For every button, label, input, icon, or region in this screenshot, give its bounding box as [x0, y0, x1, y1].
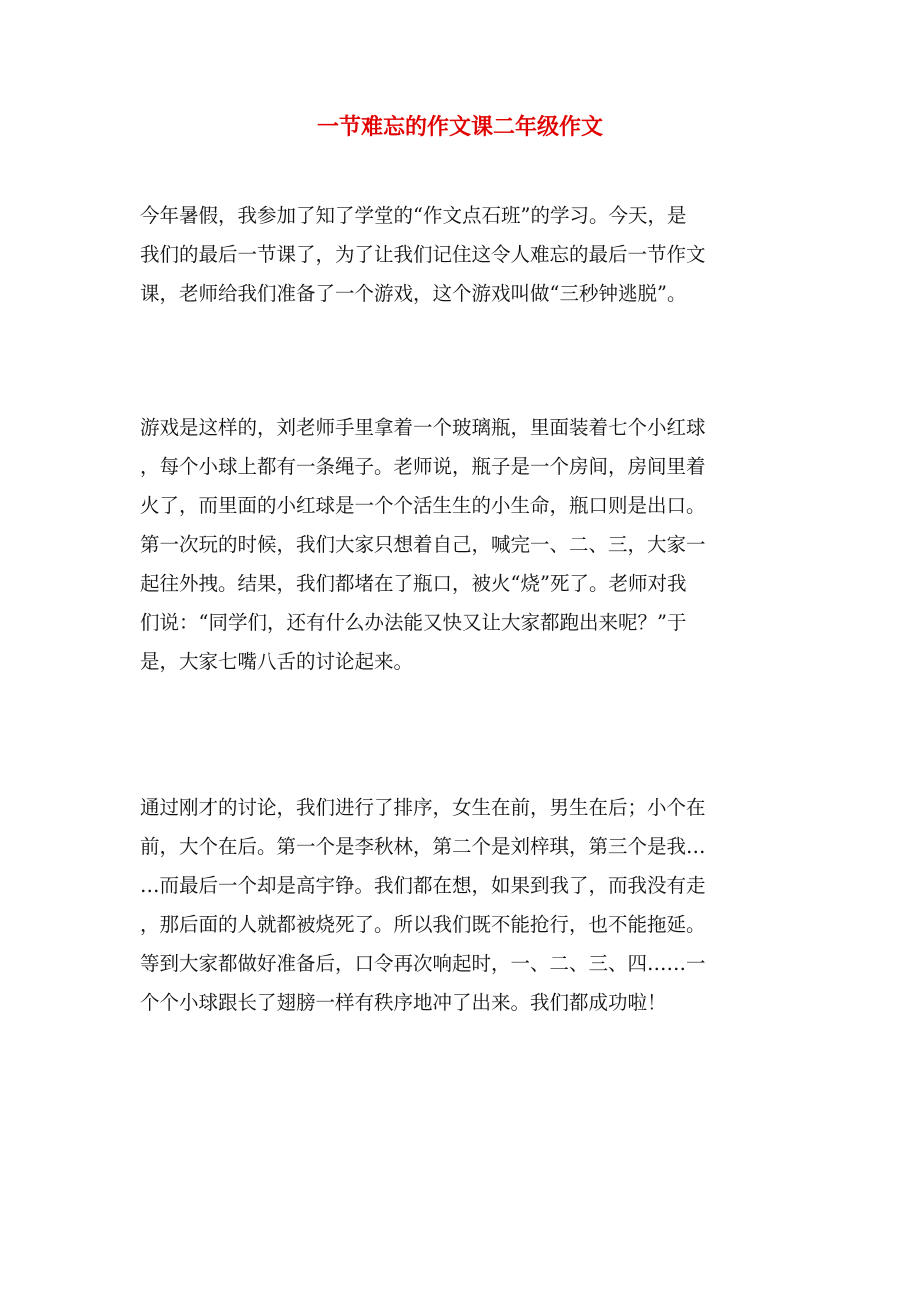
paragraph-line: 我们的最后一节课了，为了让我们记住这令人难忘的最后一节作文: [140, 243, 706, 266]
paragraph-line: ，那后面的人就都被烧死了。所以我们既不能抢行，也不能拖延。: [140, 913, 706, 936]
paragraph-line: 火了，而里面的小红球是一个个活生生的小生命，瓶口则是出口。: [140, 494, 706, 517]
paragraph-line: 们说：“同学们，还有什么办法能又快又让大家都跑出来呢？”于: [140, 611, 687, 634]
paragraph-2: [140, 408, 780, 681]
paragraph-line: 前，大个在后。第一个是李秋林，第二个是刘梓琪，第三个是我…: [140, 835, 706, 858]
paragraph-line: 通过刚才的讨论，我们进行了排序，女生在前，男生在后；小个在: [140, 796, 706, 819]
paragraph-line: …而最后一个却是高宇铮。我们都在想，如果到我了，而我没有走: [140, 874, 706, 897]
paragraph-line: 今年暑假，我参加了知了学堂的“作文点石班”的学习。今天，是: [140, 204, 687, 227]
paragraph-line: 个个小球跟长了翅膀一样有秩序地冲了出来。我们都成功啦！: [140, 991, 667, 1014]
paragraph-line: 第一次玩的时候，我们大家只想着自己，喊完一、二、三，大家一: [140, 533, 706, 556]
paragraph-line: 是，大家七嘴八舌的讨论起来。: [140, 650, 414, 673]
paragraph-line: 课，老师给我们准备了一个游戏，这个游戏叫做“三秒钟逃脱”。: [140, 282, 687, 305]
paragraph-1: [140, 196, 780, 313]
paragraph-line: ，每个小球上都有一条绳子。老师说，瓶子是一个房间，房间里着: [140, 455, 706, 478]
paragraph-line: 游戏是这样的，刘老师手里拿着一个玻璃瓶，里面装着七个小红球: [140, 416, 706, 439]
paragraph-line: 等到大家都做好准备后，口令再次响起时，一、二、三、四……一: [140, 952, 706, 975]
document-title: 一节难忘的作文课二年级作文: [316, 114, 603, 140]
paragraph-line: 起往外拽。结果，我们都堵在了瓶口，被火“烧”死了。老师对我: [140, 572, 687, 595]
paragraph-3: [140, 788, 780, 1022]
